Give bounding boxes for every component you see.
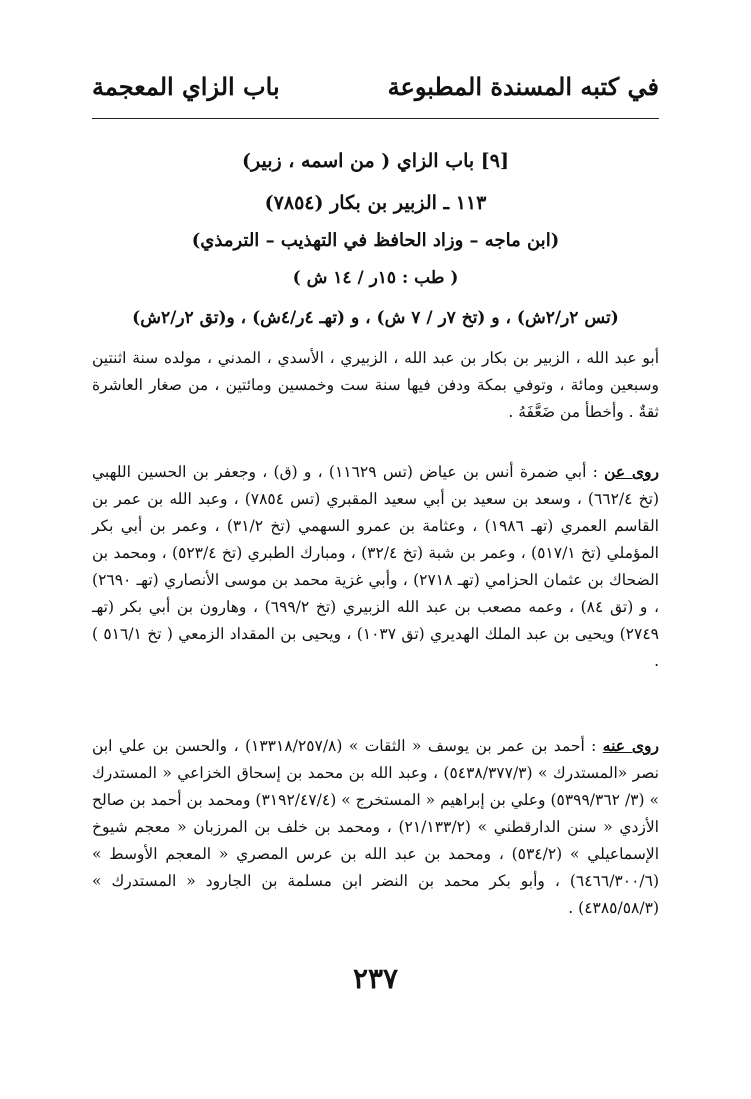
page-number: ٢٣٧ (352, 962, 399, 995)
narrated-from-label: روى عن (604, 462, 659, 481)
narrated-by-label: روى عنه (602, 736, 659, 755)
narrated-by-paragraph (92, 732, 659, 922)
running-header (92, 72, 659, 112)
biography-text: أبو عبد الله ، الزبير بن بكار بن عبد الله ، الزبيري ، الأسدي ، المدني ، مولده سنة اثنتين وسبعين ومائة ، وتوفي بمكة ودفن فيها سنة ست وخمسين ومائتين ، من صغار العاشرة ثقةٌ . وأخطأ من ضَعَّفَهُ . (92, 349, 659, 421)
narrated-from-paragraph (92, 458, 659, 675)
entry-sources: (ابن ماجه – وزاد الحافظ في التهذيب – الترمذي) (191, 230, 560, 251)
narrated-from-body: : أبي ضمرة أنس بن عياض (تس ١١٦٢٩) ، و (ق) ، وجعفر بن الحسين اللهبي (تخ ٦٦٢/٤) ، وسعد بن سعيد بن أبي سعيد المقبري (تس ٧٨٥٤) ، وعبد الله بن عمر بن القاسم العمري (تهـ ١٩٨٦) ، وعثامة بن عمرو السهمي (تخ ٣١/٢) ، وعمر بن أبي بكر المؤملي (تخ ٥١٧/١) ، وعمر بن شبة (تخ ٣٢/٤) ، ومبارك الطبري (تخ ٥٢٣/٤) ، ومحمد بن الضحاك بن عثمان الحزامي (تهـ ٢٧١٨) ، وأبي غزية محمد بن موسى الأنصاري (تهـ ٢٦٩٠) ، و (تق ٨٤) ، وعمه مصعب بن عبد الله الزبيري (تخ ٦٩٩/٢) ، وهارون بن أبي بكر (تهـ ٢٧٤٩) ويحيى بن عبد الملك الهديري (تق ١٠٣٧) ، ويحيى بن المقداد الزمعي ( تخ ٥١٦/١ ) . (92, 463, 659, 670)
header-book-title: في كتبه المسندة المطبوعة (387, 72, 659, 101)
narrated-by-text (92, 732, 659, 922)
header-divider (92, 118, 659, 119)
header-chapter-title: باب الزاي المعجمة (92, 72, 280, 101)
narrated-from-text (92, 458, 659, 675)
chapter-heading: [٩] باب الزاي ( من اسمه ، زبير) (242, 150, 509, 172)
biography-paragraph (92, 345, 659, 426)
entry-codes: (تس ٢ر/٢ش) ، و (تخ ٧ر / ٧ ش) ، و (تهـ ٤ر/٤ش) ، و(تق ٢ر/٢ش) (132, 308, 619, 328)
narrated-by-body: : أحمد بن عمر بن يوسف « الثقات » (١٣٣١٨/٢٥٧/٨) ، والحسن بن علي ابن نصر «المستدرك » (٥٤٣٨/٣٧٧/٣) ، وعبد الله بن محمد بن إسحاق الخزاعي « المستدرك » (٣/ ٥٣٩٩/٣٦٢) وعلي بن إبراهيم « المستخرج » (٣١٩٢/٤٧/٤) ومحمد بن أحمد بن صالح الأزدي « سنن الدارقطني » (٢١/١٣٣/٢) ، ومحمد بن خلف بن المرزبان « معجم شيوخ الإسماعيلي » (٥٣٤/٢) ، ومحمد بن عبد الله بن عرس المصري « المعجم الأوسط » (٦٤٦٦/٣٠٠/٦) ، وأبو بكر محمد بن النضر ابن مسلمة بن الجارود « المستدرك » (٤٣٨٥/٥٨/٣) . (92, 737, 659, 917)
entry-title: ١١٣ ـ الزبير بن بكار (٧٨٥٤) (264, 192, 487, 214)
entry-tabaqa: ( طب : ١٥ر / ١٤ ش ) (292, 268, 459, 288)
